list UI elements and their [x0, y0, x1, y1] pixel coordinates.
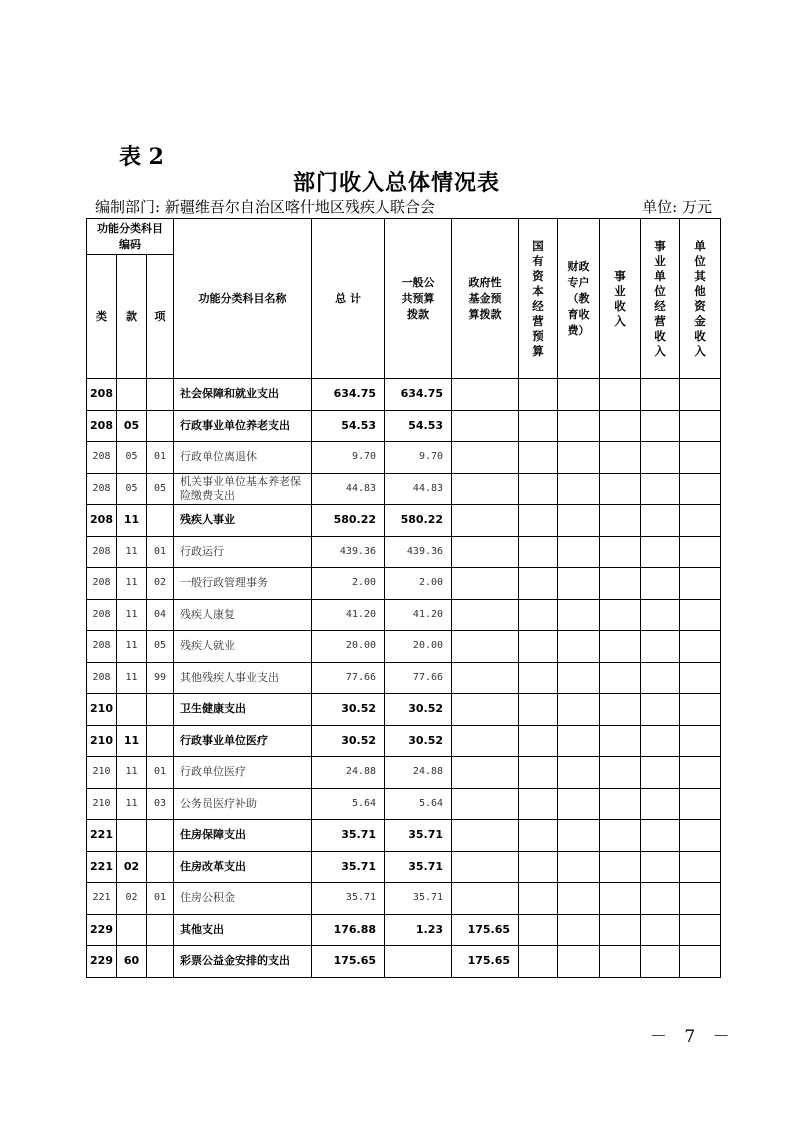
cell-gov-fund: [452, 599, 519, 631]
cell-business-income: [600, 851, 641, 883]
cell-other-income: [680, 725, 721, 757]
cell-other-income: [680, 631, 721, 663]
cell-gov-fund: 175.65: [452, 914, 519, 946]
cell-gov-fund: [452, 410, 519, 442]
cell-state-capital: [519, 442, 558, 474]
table-row: [87, 757, 721, 789]
cell-total: 2.00: [312, 568, 385, 600]
cell-business-unit-income: [641, 379, 680, 411]
cell-business-income: [600, 914, 641, 946]
cell-business-income: [600, 536, 641, 568]
cell-state-capital: [519, 883, 558, 915]
cell-fiscal-special: [558, 473, 600, 505]
cell-fiscal-special: [558, 914, 600, 946]
cell-kuan: 05: [117, 410, 147, 442]
page-number: － 7 －: [650, 1027, 736, 1047]
cell-lei: 208: [87, 536, 117, 568]
header-fiscal-special: 财政专户（教育收费）: [558, 219, 600, 379]
table-row: [87, 725, 721, 757]
cell-total: 41.20: [312, 599, 385, 631]
header-gov-fund: 政府性基金预算拨款: [452, 219, 519, 379]
cell-general-budget: 35.71: [385, 851, 452, 883]
unit-label: 单位: 万元: [642, 198, 712, 216]
header-business-unit-income: 事业单位经营收入: [641, 219, 680, 379]
cell-state-capital: [519, 410, 558, 442]
cell-other-income: [680, 883, 721, 915]
cell-total: 176.88: [312, 914, 385, 946]
cell-business-income: [600, 473, 641, 505]
cell-state-capital: [519, 473, 558, 505]
cell-lei: 221: [87, 851, 117, 883]
cell-name: 一般行政管理事务: [174, 568, 312, 600]
cell-total: 24.88: [312, 757, 385, 789]
cell-other-income: [680, 379, 721, 411]
cell-business-income: [600, 725, 641, 757]
cell-gov-fund: [452, 662, 519, 694]
cell-gov-fund: [452, 568, 519, 600]
cell-business-income: [600, 505, 641, 537]
cell-business-income: [600, 788, 641, 820]
cell-name: 行政单位医疗: [174, 757, 312, 789]
cell-other-income: [680, 757, 721, 789]
cell-name: 机关事业单位基本养老保险缴费支出: [174, 473, 312, 505]
cell-fiscal-special: [558, 442, 600, 474]
cell-business-unit-income: [641, 410, 680, 442]
cell-other-income: [680, 568, 721, 600]
header-xiang: 项: [147, 255, 174, 379]
cell-kuan: 05: [117, 473, 147, 505]
cell-total: 44.83: [312, 473, 385, 505]
cell-total: 35.71: [312, 851, 385, 883]
cell-general-budget: 77.66: [385, 662, 452, 694]
cell-state-capital: [519, 599, 558, 631]
cell-kuan: 11: [117, 505, 147, 537]
cell-xiang: [147, 694, 174, 726]
cell-fiscal-special: [558, 536, 600, 568]
cell-name: 行政事业单位医疗: [174, 725, 312, 757]
header-kuan: 款: [117, 255, 147, 379]
meta-row: [95, 196, 712, 218]
cell-kuan: 02: [117, 851, 147, 883]
cell-lei: 221: [87, 820, 117, 852]
cell-lei: 229: [87, 914, 117, 946]
cell-lei: 221: [87, 883, 117, 915]
cell-gov-fund: [452, 725, 519, 757]
cell-business-income: [600, 568, 641, 600]
cell-gov-fund: [452, 505, 519, 537]
cell-fiscal-special: [558, 694, 600, 726]
cell-lei: 208: [87, 379, 117, 411]
organization-label: 编制部门: 新疆维吾尔自治区喀什地区残疾人联合会: [95, 198, 435, 216]
cell-business-unit-income: [641, 599, 680, 631]
cell-xiang: [147, 379, 174, 411]
cell-name: 残疾人康复: [174, 599, 312, 631]
cell-general-budget: 30.52: [385, 694, 452, 726]
header-lei: 类: [87, 255, 117, 379]
cell-xiang: [147, 914, 174, 946]
cell-xiang: [147, 946, 174, 978]
cell-other-income: [680, 946, 721, 978]
cell-fiscal-special: [558, 788, 600, 820]
cell-xiang: 05: [147, 631, 174, 663]
cell-lei: 208: [87, 568, 117, 600]
cell-xiang: 99: [147, 662, 174, 694]
cell-general-budget: 1.23: [385, 914, 452, 946]
cell-gov-fund: [452, 851, 519, 883]
cell-lei: 208: [87, 662, 117, 694]
cell-lei: 229: [87, 946, 117, 978]
cell-general-budget: 634.75: [385, 379, 452, 411]
table-row: [87, 379, 721, 411]
cell-business-income: [600, 631, 641, 663]
cell-general-budget: 30.52: [385, 725, 452, 757]
cell-kuan: 11: [117, 568, 147, 600]
cell-other-income: [680, 788, 721, 820]
cell-business-unit-income: [641, 788, 680, 820]
cell-kuan: 11: [117, 662, 147, 694]
cell-name: 住房改革支出: [174, 851, 312, 883]
table-row: [87, 914, 721, 946]
cell-state-capital: [519, 505, 558, 537]
table-row: [87, 631, 721, 663]
cell-business-income: [600, 379, 641, 411]
cell-state-capital: [519, 725, 558, 757]
cell-business-income: [600, 820, 641, 852]
cell-xiang: 02: [147, 568, 174, 600]
cell-other-income: [680, 442, 721, 474]
cell-total: 20.00: [312, 631, 385, 663]
cell-kuan: 11: [117, 631, 147, 663]
cell-business-unit-income: [641, 662, 680, 694]
table-row: [87, 662, 721, 694]
cell-state-capital: [519, 757, 558, 789]
cell-fiscal-special: [558, 379, 600, 411]
cell-name: 其他残疾人事业支出: [174, 662, 312, 694]
cell-business-unit-income: [641, 568, 680, 600]
table-row: [87, 694, 721, 726]
cell-business-unit-income: [641, 442, 680, 474]
cell-fiscal-special: [558, 568, 600, 600]
cell-xiang: 04: [147, 599, 174, 631]
cell-other-income: [680, 473, 721, 505]
cell-gov-fund: [452, 442, 519, 474]
cell-lei: 210: [87, 757, 117, 789]
cell-xiang: 03: [147, 788, 174, 820]
cell-state-capital: [519, 379, 558, 411]
cell-xiang: 01: [147, 757, 174, 789]
cell-business-unit-income: [641, 505, 680, 537]
cell-lei: 210: [87, 788, 117, 820]
cell-name: 行政运行: [174, 536, 312, 568]
cell-kuan: [117, 694, 147, 726]
cell-lei: 208: [87, 599, 117, 631]
table-row: [87, 536, 721, 568]
cell-business-income: [600, 410, 641, 442]
cell-general-budget: 20.00: [385, 631, 452, 663]
cell-xiang: 01: [147, 442, 174, 474]
table-row: [87, 442, 721, 474]
cell-xiang: [147, 505, 174, 537]
document-title: 部门收入总体情况表: [292, 170, 500, 196]
cell-name: 行政事业单位养老支出: [174, 410, 312, 442]
header-other-income: 单位其他资金收入: [680, 219, 721, 379]
cell-xiang: [147, 725, 174, 757]
cell-general-budget: 9.70: [385, 442, 452, 474]
table-row: [87, 820, 721, 852]
cell-gov-fund: [452, 883, 519, 915]
cell-total: 5.64: [312, 788, 385, 820]
cell-business-income: [600, 662, 641, 694]
cell-gov-fund: [452, 631, 519, 663]
cell-gov-fund: [452, 379, 519, 411]
cell-other-income: [680, 914, 721, 946]
cell-lei: 208: [87, 442, 117, 474]
cell-fiscal-special: [558, 820, 600, 852]
cell-name: 卫生健康支出: [174, 694, 312, 726]
cell-lei: 208: [87, 473, 117, 505]
cell-other-income: [680, 694, 721, 726]
cell-name: 社会保障和就业支出: [174, 379, 312, 411]
cell-total: 35.71: [312, 883, 385, 915]
cell-business-income: [600, 757, 641, 789]
cell-xiang: 05: [147, 473, 174, 505]
cell-state-capital: [519, 820, 558, 852]
cell-state-capital: [519, 694, 558, 726]
cell-state-capital: [519, 662, 558, 694]
cell-xiang: [147, 820, 174, 852]
header-business-income: 事业收入: [600, 219, 641, 379]
cell-gov-fund: [452, 694, 519, 726]
cell-general-budget: [385, 946, 452, 978]
cell-kuan: 11: [117, 536, 147, 568]
table-row: [87, 473, 721, 505]
cell-general-budget: 35.71: [385, 883, 452, 915]
cell-state-capital: [519, 914, 558, 946]
table-row: [87, 505, 721, 537]
cell-xiang: [147, 851, 174, 883]
cell-total: 30.52: [312, 694, 385, 726]
cell-total: 439.36: [312, 536, 385, 568]
cell-xiang: 01: [147, 536, 174, 568]
cell-general-budget: 580.22: [385, 505, 452, 537]
cell-fiscal-special: [558, 946, 600, 978]
cell-fiscal-special: [558, 757, 600, 789]
header-total: 总 计: [312, 219, 385, 379]
cell-kuan: 11: [117, 599, 147, 631]
cell-kuan: [117, 914, 147, 946]
cell-business-income: [600, 694, 641, 726]
cell-business-income: [600, 883, 641, 915]
cell-gov-fund: [452, 473, 519, 505]
table-body: [87, 379, 721, 978]
cell-business-unit-income: [641, 851, 680, 883]
header-name: 功能分类科目名称: [174, 219, 312, 379]
cell-fiscal-special: [558, 851, 600, 883]
header-general-budget: 一般公共预算拨款: [385, 219, 452, 379]
cell-total: 175.65: [312, 946, 385, 978]
cell-state-capital: [519, 788, 558, 820]
cell-kuan: 02: [117, 883, 147, 915]
cell-other-income: [680, 536, 721, 568]
cell-other-income: [680, 662, 721, 694]
cell-kuan: 05: [117, 442, 147, 474]
table-header: [87, 219, 721, 379]
cell-general-budget: 5.64: [385, 788, 452, 820]
cell-name: 残疾人就业: [174, 631, 312, 663]
cell-fiscal-special: [558, 883, 600, 915]
cell-lei: 208: [87, 631, 117, 663]
table-row: [87, 788, 721, 820]
cell-business-unit-income: [641, 820, 680, 852]
cell-lei: 208: [87, 410, 117, 442]
income-table: [86, 218, 721, 978]
cell-business-unit-income: [641, 725, 680, 757]
cell-fiscal-special: [558, 662, 600, 694]
cell-business-unit-income: [641, 946, 680, 978]
table-row: [87, 568, 721, 600]
cell-kuan: [117, 379, 147, 411]
cell-name: 公务员医疗补助: [174, 788, 312, 820]
cell-kuan: 11: [117, 725, 147, 757]
cell-gov-fund: [452, 757, 519, 789]
cell-gov-fund: 175.65: [452, 946, 519, 978]
cell-name: 行政单位离退休: [174, 442, 312, 474]
cell-other-income: [680, 505, 721, 537]
cell-business-income: [600, 442, 641, 474]
cell-fiscal-special: [558, 410, 600, 442]
table-row: [87, 851, 721, 883]
cell-total: 54.53: [312, 410, 385, 442]
cell-name: 残疾人事业: [174, 505, 312, 537]
cell-business-unit-income: [641, 694, 680, 726]
cell-gov-fund: [452, 536, 519, 568]
table-row: [87, 410, 721, 442]
cell-business-unit-income: [641, 473, 680, 505]
cell-xiang: [147, 410, 174, 442]
cell-total: 634.75: [312, 379, 385, 411]
cell-lei: 208: [87, 505, 117, 537]
cell-business-unit-income: [641, 631, 680, 663]
cell-total: 580.22: [312, 505, 385, 537]
cell-state-capital: [519, 631, 558, 663]
cell-kuan: 60: [117, 946, 147, 978]
cell-total: 35.71: [312, 820, 385, 852]
cell-other-income: [680, 820, 721, 852]
cell-name: 住房公积金: [174, 883, 312, 915]
cell-state-capital: [519, 851, 558, 883]
cell-state-capital: [519, 568, 558, 600]
cell-total: 9.70: [312, 442, 385, 474]
cell-general-budget: 2.00: [385, 568, 452, 600]
cell-general-budget: 439.36: [385, 536, 452, 568]
cell-fiscal-special: [558, 631, 600, 663]
cell-business-income: [600, 599, 641, 631]
cell-fiscal-special: [558, 599, 600, 631]
cell-other-income: [680, 410, 721, 442]
cell-fiscal-special: [558, 725, 600, 757]
header-state-capital: 国有资本经营预算: [519, 219, 558, 379]
cell-kuan: 11: [117, 757, 147, 789]
cell-lei: 210: [87, 725, 117, 757]
cell-name: 住房保障支出: [174, 820, 312, 852]
cell-business-unit-income: [641, 883, 680, 915]
cell-fiscal-special: [558, 505, 600, 537]
table-row: [87, 946, 721, 978]
cell-lei: 210: [87, 694, 117, 726]
cell-business-unit-income: [641, 536, 680, 568]
cell-general-budget: 44.83: [385, 473, 452, 505]
cell-kuan: 11: [117, 788, 147, 820]
cell-name: 其他支出: [174, 914, 312, 946]
cell-other-income: [680, 599, 721, 631]
cell-business-income: [600, 946, 641, 978]
cell-gov-fund: [452, 820, 519, 852]
cell-general-budget: 35.71: [385, 820, 452, 852]
cell-general-budget: 54.53: [385, 410, 452, 442]
cell-state-capital: [519, 536, 558, 568]
table-row: [87, 599, 721, 631]
cell-general-budget: 41.20: [385, 599, 452, 631]
table-row: [87, 883, 721, 915]
cell-total: 77.66: [312, 662, 385, 694]
cell-kuan: [117, 820, 147, 852]
cell-general-budget: 24.88: [385, 757, 452, 789]
cell-other-income: [680, 851, 721, 883]
cell-state-capital: [519, 946, 558, 978]
cell-business-unit-income: [641, 914, 680, 946]
cell-name: 彩票公益金安排的支出: [174, 946, 312, 978]
cell-business-unit-income: [641, 757, 680, 789]
header-code-group: 功能分类科目编码: [87, 219, 174, 255]
table-label: 表 2: [119, 144, 164, 170]
cell-xiang: 01: [147, 883, 174, 915]
cell-total: 30.52: [312, 725, 385, 757]
cell-gov-fund: [452, 788, 519, 820]
